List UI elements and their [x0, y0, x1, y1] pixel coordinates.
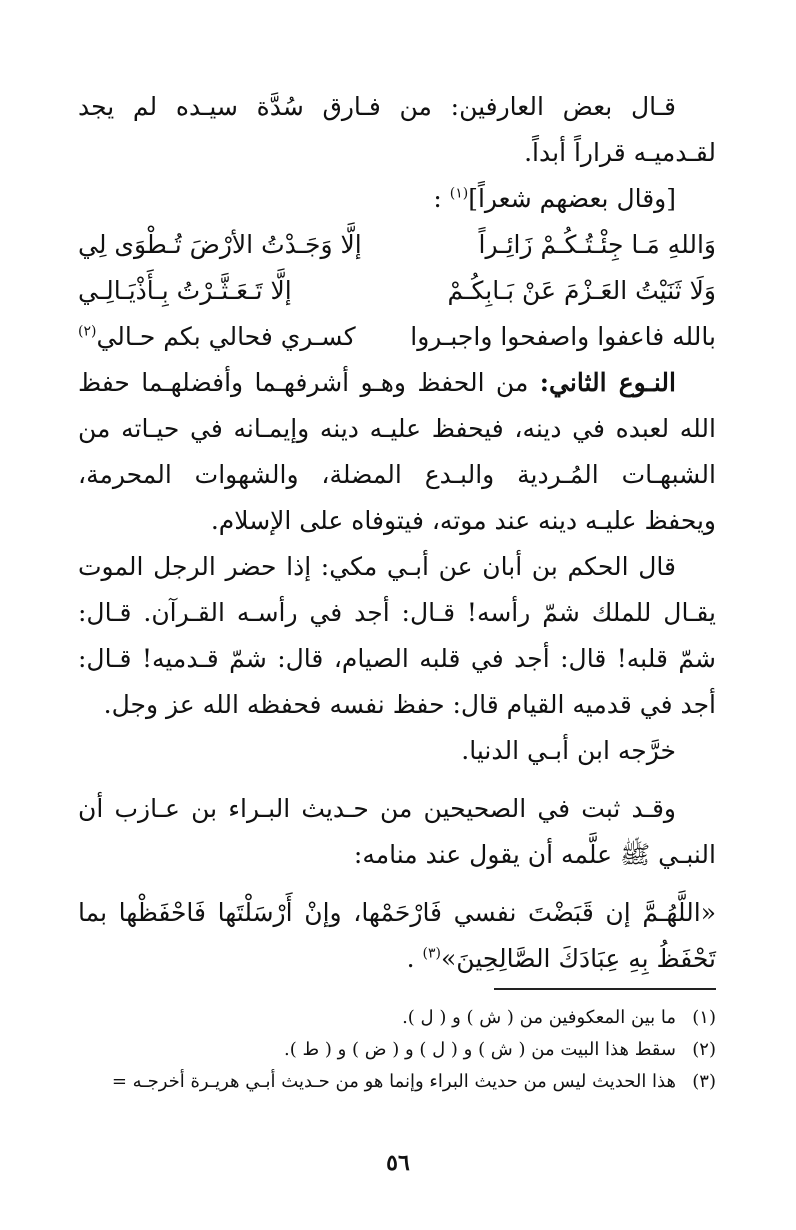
section-heading-inline: النـوع الثاني:: [539, 368, 676, 397]
footnote-ref-3: (٣): [422, 945, 442, 962]
paragraph-7-tail: .: [406, 944, 415, 973]
footnote: [78, 1066, 716, 1098]
page-number: ٥٦: [386, 1150, 410, 1176]
verse-hemistich-second-with-ref: [78, 314, 384, 360]
footnote-text: سقط هذا البيت من ( ش ) و ( ل ) و ( ض ) و ( ط ).: [283, 1039, 676, 1060]
footnote-number: (٣): [692, 1071, 716, 1092]
verse-hemistich-second: كسـري فحالي بكم حـالي: [96, 322, 356, 351]
main-text: [78, 84, 716, 982]
paragraph-3-body: من الحفظ وهـو أشرفهـما وأفضلهـما حفظ الله لعبده في دينه، فيحفظ عليـه دينه وإيمـانه في حيـاته من الشبهـات المُـردية والبـدع المضلة، والشهوات المحرمة، ويحفظ عليـه دينه عند موته، فيتوفاه على الإسلام.: [78, 368, 716, 535]
footnotes: [78, 1002, 716, 1098]
verse-hemistich-first: وَاللهِ مَـا جِئْـتُـكُـمْ زَائِـراً: [478, 230, 716, 259]
paragraph-4: قال الحكم بن أبان عن أبـي مكي: إذا حضر الرجل الموت يقـال للملك شمّ رأسه! قـال: أجد في رأسـه القـرآن. قـال: شمّ قلبه! قال: أجد في قلبه الصيام، قال: شمّ قـدميه! قـال: أجد في قدميه القيام قال: حفظ نفسه فحفظه الله عز وجل.: [78, 552, 716, 719]
footnote-number: (٢): [692, 1039, 716, 1060]
paragraph-3: [78, 360, 716, 544]
paragraph-5: خرَّجه ابن أبـي الدنيا.: [461, 736, 676, 765]
verse-line: [78, 314, 716, 360]
verse-hemistich-first: وَلَا ثَنَيْتُ العَـزْمَ عَنْ بَـابِكُـمْ: [447, 276, 716, 305]
poem: [78, 222, 716, 360]
paragraph-7: [78, 890, 716, 982]
hadith-quote: «اللَّهُـمَّ إن قَبَضْتَ نفسي فَارْحَمْها، وإنْ أَرْسَلْتَها فَاحْفَظْها بما تَحْفَظُ بِهِ عِبَادَكَ الصَّالِحِينَ»: [78, 898, 716, 973]
footnote-text: هذا الحديث ليس من حديث البراء وإنما هو من حـديث أبـي هريـرة أخرجـه =: [111, 1071, 676, 1092]
footnote-number: (١): [692, 1007, 716, 1028]
footnote-separator: [494, 988, 716, 990]
paragraph-2-tail: :: [433, 184, 442, 213]
paragraph-1: قـال بعض العارفين: من فـارق سُدَّة سيـده لم يجد لقـدميـه قراراً أبداً.: [78, 92, 716, 167]
footnote-ref-2: (٢): [78, 323, 97, 340]
verse-line: [78, 222, 716, 268]
verse-hemistich-second: إلَّا وَجَـدْتُ الأرْضَ تُـطْوَى لِي: [78, 230, 362, 259]
verse-hemistich-second: إلَّا تَـعَـثَّـرْتُ بِـأَذْيَـالِـي: [78, 276, 292, 305]
paragraph-6: وقـد ثبت في الصحيحين من حـديث البـراء بن عـازب أن النبـي ﷺ علَّمه أن يقول عند منامه:: [78, 794, 716, 869]
paragraph-2: [78, 176, 716, 222]
footnote-text: ما بين المعكوفين من ( ش ) و ( ل ).: [402, 1007, 676, 1028]
verse-line: [78, 268, 716, 314]
footnote-ref-1: (١): [449, 185, 469, 202]
paragraph-2-text: [وقال بعضهم شعراً]: [468, 184, 676, 213]
footnote: [78, 1034, 716, 1066]
footnote: [78, 1002, 716, 1034]
verse-hemistich-first: بالله فاعفوا واصفحوا واجبـروا: [410, 322, 716, 351]
